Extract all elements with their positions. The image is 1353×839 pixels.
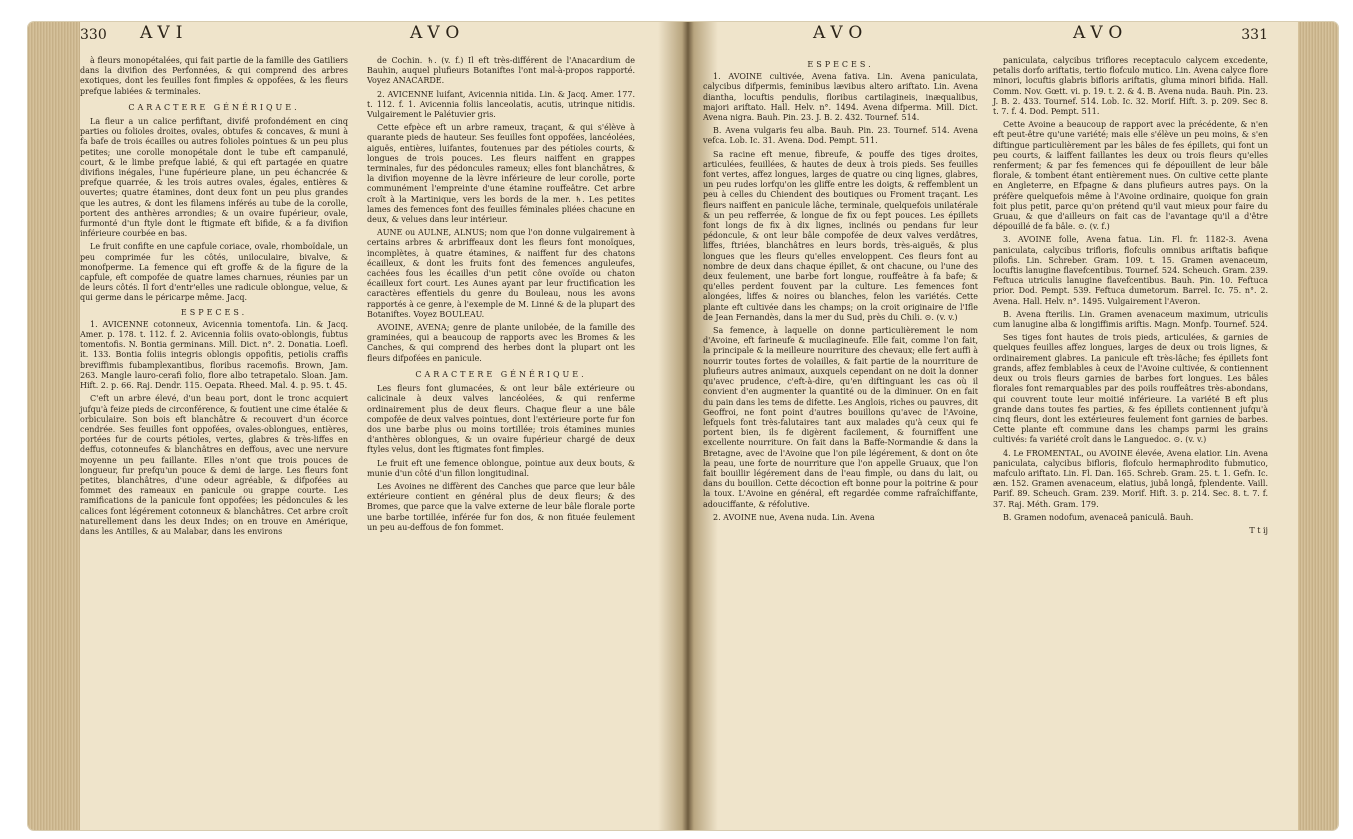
paragraph: AUNE ou AULNE, ALNUS; nom que l'on donne vulgairement à certains arbres & arbriffeaux dont les fleurs font monoïques, incomplètes, à quatre étamines, & naiffent fur des chatons écailleux, & dont les fruits font des femences anguleufes, cachées fous les écailles d'un petit cône ovoïde ou chaton écailleux fort court. Les Aunes ayant par leur fructification les caractères effentiels du genre du Bouleau, nous les avons rapportés à ce genre, à l'exemple de M. Linné & de la plupart des Botaniftes. Voyez BOULEAU. (367, 228, 635, 319)
right-page-number: 331 (1241, 27, 1268, 43)
left-page-number: 330 (80, 27, 107, 43)
paragraph: B. Avena vulgaris feu alba. Bauh. Pin. 23. Tournef. 514. Avena vefca. Lob. Ic. 31. Avena. Dod. Pempt. 511. (703, 126, 978, 146)
section-heading: ESPECES. (807, 60, 874, 69)
section-heading: CARACTERE GÉNÉRIQUE. (415, 369, 587, 379)
paragraph: C'eft un arbre élevé, d'un beau port, dont le tronc acquiert jufqu'à feize pieds de circonférence, & foutient une cime étalée & orbiculaire. Son bois eft blanchâtre & recouvert d'un écorce cendrée. Ses feuilles font oppofées, ovales-oblongues, entières, portées fur de courts pétioles, vertes, glabres & très-liffes en deffus, cotonneufes & blanchâtres en deffous, avec une nervure moyenne un peu faillante. Elles n'ont que trois pouces de longueur, fur prefqu'un pouce & demi de large. Les fleurs font petites, blanchâtres, d'une odeur agréable, & difpofées au fommet des rameaux en panicule ou grappe courte. Les ramifications de la panicule font oppofées; les pédoncules & les calices font légérement cotonneux & blanchâtres. Cet arbre croît naturellement dans les deux Indes; on en trouve en Amérique, dans les Antilles, & au Malabar, dans les environs (80, 394, 348, 536)
left-running-head-col2: AVO (410, 23, 466, 43)
paragraph: 4. Le FROMENTAL, ou AVOINE élevée, Avena elatior. Lin. Avena paniculata, calycibus bifloris, flofculo hermaphrodito fubmutico, mafculo ariftato. Lin. Fl. Dan. 165. Schreb. Gram. 25. t. 1. Gefn. Ic. æn. 152. Gramen avenaceum, elatius, jubâ longâ, fplendente. Vaill. Parif. 89. Scheuch. Gram. 239. Morif. Hift. 3. p. 214. Sec. 8. t. 7. f. 37. Raj. Méth. Gram. 179. (993, 448, 1268, 509)
right-page (703, 23, 1268, 536)
right-running-head-col2: AVO (1073, 23, 1129, 43)
paragraph: B. Avena fterilis. Lin. Gramen avenaceum maximum, utriculis cum lanugine alba & longiffimis ariftis. Magn. Monfp. Tournef. 524. (993, 309, 1268, 330)
paragraph: Le fruit confifte en une capfule coriace, ovale, rhomboïdale, un peu comprimée fur les côtés, uniloculaire, bivalve, & monofperme. La femence qui eft groffe & de la figure de la capfule, eft compofée de quatre lames charnues, réunies par un de leurs côtés. Il fort d'entr'elles une radicule oblongue, velue, & qui germe dans le péricarpe même. Jacq. (80, 242, 348, 303)
paragraph: Cette efpèce eft un arbre rameux, traçant, & qui s'élève à quarante pieds de hauteur. Ses feuilles font oppofées, lancéolées, aiguës, entières, luifantes, foutenues par des pétioles courts, & longues de trois pouces. Les fleurs naiffent en grappes terminales, fur des pédoncules rameux; elles font blanchâtres, & la divifion moyenne de la lèvre inférieure de leur corolle, porte communément l'empreinte d'une étamine rouffeâtre. Cet arbre croît à la Martinique, vers les bords de la mer. ♄. Les petites lames des femences font des feuilles féminales pliées chacune en deux, & velues dans leur intérieur. (367, 123, 635, 225)
section-heading: ESPECES. (180, 307, 248, 317)
paragraph: de Cochin. ♄. (v. f.) Il eft très-différent de l'Anacardium de Bauhin, auquel plufieurs Botaniftes l'ont mal-à-propos rapporté. Voyez ANACARDE. (367, 56, 635, 86)
paragraph: Cette Avoine a beaucoup de rapport avec la précédente, & n'en eft peut-être qu'une variété; mais elle s'élève un peu moins, & s'en diftingue particulièrement par les bâles de fes épillets, qui font un peu courts, & laiffent faillantes les deux ou trois fleurs qu'elles renferment; & par fes femences qui fe dépouillent de leur bâle florale, & tombent étant entièrement nues. On cultive cette plante en Angleterre, en Efpagne & dans plufieurs autres pays. On la préfère quelquefois même à l'Avoine ordinaire, quoique fon grain foit plus petit, parce qu'on prétend qu'il vaut mieux pour faire du Gruau, & que d'ailleurs on fait cas de l'avantage qu'il a d'être dépouillé de fa bâle. ⊙. (v. f.) (993, 120, 1268, 232)
paragraph: Les fleurs font glumacées, & ont leur bâle extérieure ou calicinale à deux valves lancéolées, & qui renferme ordinairement plus de deux fleurs. Chaque fleur a une bâle compofée de deux valves pointues, dont l'extérieure porte fur fon dos une barbe plus ou moins tortillée; trois étamines munies d'anthères oblongues, & un ovaire fupérieur chargé de deux ftyles velus, dont les ftigmates font fimples. (367, 384, 635, 455)
page-edges-left (28, 22, 80, 830)
paragraph: à fleurs monopétalées, qui fait partie de la famille des Gatiliers dans la divifion des Perfonnées, & qui comprend des arbres exotiques, dont les feuilles font fimples & oppofées, & les fleurs prefque labiées & terminales. (80, 56, 348, 96)
paragraph: 1. AVOINE cultivée, Avena fativa. Lin. Avena paniculata, calycibus difpermis, feminibus lævibus altero ariftato. Lin. Avena diantha, locuftis pendulis, floribus cartilagineis, inæqualibus, majori ariftato. Hall. Helv. n°. 1494. Avena difperma. Mill. Dict. Avena nigra. Bauh. Pin. 23. J. B. 2. 432. Tournef. 514. (703, 72, 978, 123)
paragraph: 1. AVICENNE cotonneux, Avicennia tomentofa. Lin. & Jacq. Amer. p. 178. t. 112. f. 2. Avicennia foliis ovato-oblongis, fubtus tomentofis. N. Bontia germinans. Mill. Dict. n°. 2. Donatia. Loefl. it. 133. Bontia foliis integris oblongis oppofitis, petiolis craffis breviffimis fubamplexantibus, floribus racemofis. Brown, Jam. 263. Mangle lauro-cerafi folio, flore albo tetrapetalo. Sloan. Jam. Hift. 2. p. 66. Raj. Dendr. 115. Oepata. Rheed. Mal. 4. p. 95. t. 45. (80, 319, 348, 391)
paragraph: Les Avoines ne diffèrent des Canches que parce que leur bâle extérieure contient en général plus de deux fleurs; & des Bromes, que parce que la valve externe de leur bâle florale porte une barbe tortillée, inférée fur fon dos, & non fituée feulement un peu au-deffous de fon fommet. (367, 481, 635, 532)
paragraph: 2. AVOINE nue, Avena nuda. Lin. Avena (713, 512, 875, 522)
paragraph: La fleur a un calice perfiftant, divifé profondément en cinq parties ou folioles droites, ovales, obtufes & concaves, & muni à fa bafe de trois écailles ou autres folioles pointues & un peu plus petites; une corolle monopétale dont le tube eft campanulé, court, & le limbe prefque labié, & qui eft partagée en quatre divifions inégales, l'une fupérieure plane, un peu échancrée & prefque quarrée, & les trois autres ovales, égales, entières & ouvertes; quatre étamines, dont deux font un peu plus grandes que les autres, & dont les filamens inférés au tube de la corolle, portent des anthères arrondies; & un ovaire fupérieur, ovale, furmonté d'un ftyle dont le ftigmate eft bifide, & a fa divifion inférieure courbée en bas. (80, 117, 348, 239)
left-running-head (80, 23, 635, 56)
paragraph: Sa racine eft menue, fibreufe, & pouffe des tiges droites, articulées, feuillées, & hautes de deux à trois pieds. Ses feuilles font vertes, affez longues, larges de quatre ou cinq lignes, glabres, un peu rudes lorfqu'on les gliffe entre les doigts, & reffemblent un peu à celles du Chiendent des boutiques ou Froment traçant. Les fleurs naiffent en panicule lâche, terminale, quelquefois unilatérale & un peu refferrée, & longue de fix ou fept pouces. Les épillets font longs de fix à dix lignes, inclinés ou pendans fur leur pédoncule, & ont leur bâle compofée de deux valves verdâtres, liffes, ftriées, blanchâtres en leurs bords, très-aiguës, & plus longues que les fleurs qu'elles enveloppent. Ces fleurs font au nombre de deux dans chaque épillet, & ont chacune, ou l'une des deux feulement, une barbe fort longue, rouffeâtre à fa bafe; & qu'elles perdent fouvent par la culture. Les femences font alongées, liffes & noires ou blanches, felon les variétés. Cette plante eft cultivée dans les champs; on la croit originaire de l'Ifle de Jean Fernandès, dans la mer du Sud, près du Chili. ⊙. (v. v.) (703, 149, 978, 322)
paragraph: Ses tiges font hautes de trois pieds, articulées, & garnies de quelques feuilles affez longues, larges de deux ou trois lignes, & ordinairement glabres. La panicule eft très-lâche; fes épillets font grands, affez femblables à ceux de l'Avoine cultivée, & contiennent deux ou trois fleurs garnies de barbes fort longues. Les bâles florales font remarquables par des poils rouffeâtres très-abondans, qui couvrent toute leur moitié inférieure. La variété B eft plus grande dans toutes fes parties, & fes épillets contiennent jufqu'à cinq fleurs, dont les extérieures feulement font garnies de barbes. Cette plante eft commune dans les champs parmi les grains cultivés: fa variété croît dans le Languedoc. ⊙. (v. v.) (993, 333, 1268, 445)
paragraph: 2. AVICENNE luifant, Avicennia nitida. Lin. & Jacq. Amer. 177. t. 112. f. 1. Avicennia foliis lanceolatis, acutis, utrinque nitidis. Vulgairement le Palétuvier gris. (367, 89, 635, 120)
right-column-1 (703, 56, 978, 536)
paragraph: 3. AVOINE folle, Avena fatua. Lin. Fl. fr. 1182-3. Avena paniculata, calycibus trifloris, flofculis omnibus ariftatis bafique pilofis. Lin. Schreber. Gram. 109. t. 15. Gramen avenaceum, locuftis lanugine flavefcentibus. Tournef. 524. Scheuch. Gram. 239. Feftuca utriculis lanugine flavefcentibus. Bauh. Pin. 10. Feftuca prior. Dod. Pempt. 539. Feftuca dumetorum. Barrel. Ic. 75. n°. 2. Avena. Hall. Helv. n°. 1495. Vulgairement l'Averon. (993, 235, 1268, 306)
page-edges-right (1298, 22, 1338, 830)
paragraph: Le fruit eft une femence oblongue, pointue aux deux bouts, & munie d'un côté d'un fillon longitudinal. (367, 458, 635, 478)
paragraph: Sa femence, à laquelle on donne particulièrement le nom d'Avoine, eft farineufe & mucilagineufe. Elle fait, comme l'on fait, la principale & la meilleure nourriture des chevaux; elle fert auffi à nourrir toutes fortes de volailles, & fait partie de la nourriture de plufieurs autres animaux, auxquels cependant on ne doit la donner qu'avec prudence, c'eft-à-dire, qu'en diftinguant les cas où il convient d'en augmenter la quantité ou de la diminuer. On en fait du pain dans les tems de difette. Les Anglois, riches ou pauvres, dit Geoffroi, ne font point d'autres bouillons qu'avec de l'Avoine, lefquels font très-falutaires tant aux malades qu'à ceux qui fe portent bien, ils fe digèrent facilement, & fourniffent une excellente nourriture. On fait dans la Baffe-Normandie & dans la Bretagne, avec de l'Avoine que l'on pile légérement, & dont on ôte la peau, une forte de nourriture que l'on appelle Gruaux, que l'on fait bouillir légérement dans de l'eau fimple, ou dans du lait, ou dans du bouillon. Cette décoction eft bonne pour la poitrine & pour la toux. L'Avoine en général, eft regardée comme rafraîchiffante, adouciffante, & réfolutive. (703, 326, 978, 509)
signature-mark: T t ij (1249, 525, 1268, 535)
left-running-head-col1: AVI (140, 23, 189, 43)
right-running-head (703, 23, 1268, 56)
paragraph: B. Gramen nodofum, avenaceâ paniculâ. Bauh. (1003, 512, 1194, 522)
left-column-1 (80, 56, 348, 540)
right-column-2 (993, 56, 1268, 536)
left-page (80, 23, 635, 540)
left-column-2 (367, 56, 635, 540)
paragraph: paniculata, calycibus triflores receptaculo calycem excedente, petalis dorfo ariftatis, tertio flofculo mutico. Lin. Avena calyce flore minori, locuftis glabris bifloris ariftatis, gluma minori bifida. Hall. Comm. Nov. Gœtt. vi. p. 19. t. 2. & 4. B. Avena nuda. Bauh. Pin. 23. J. B. 2. 433. Tournef. 514. Lob. Ic. 32. Morif. Hift. 3. p. 209. Sec 8. t. 7. f. 4. Dod. Pempt. 511. (993, 56, 1268, 117)
right-running-head-col1: AVO (813, 23, 869, 43)
paragraph: AVOINE, AVENA; genre de plante unilobée, de la famille des graminées, qui a beaucoup de rapports avec les Bromes & les Canches, & qui comprend des herbes dont la plupart ont les fleurs difpofées en panicule. (367, 323, 635, 363)
section-heading: CARACTERE GÉNÉRIQUE. (128, 102, 300, 112)
